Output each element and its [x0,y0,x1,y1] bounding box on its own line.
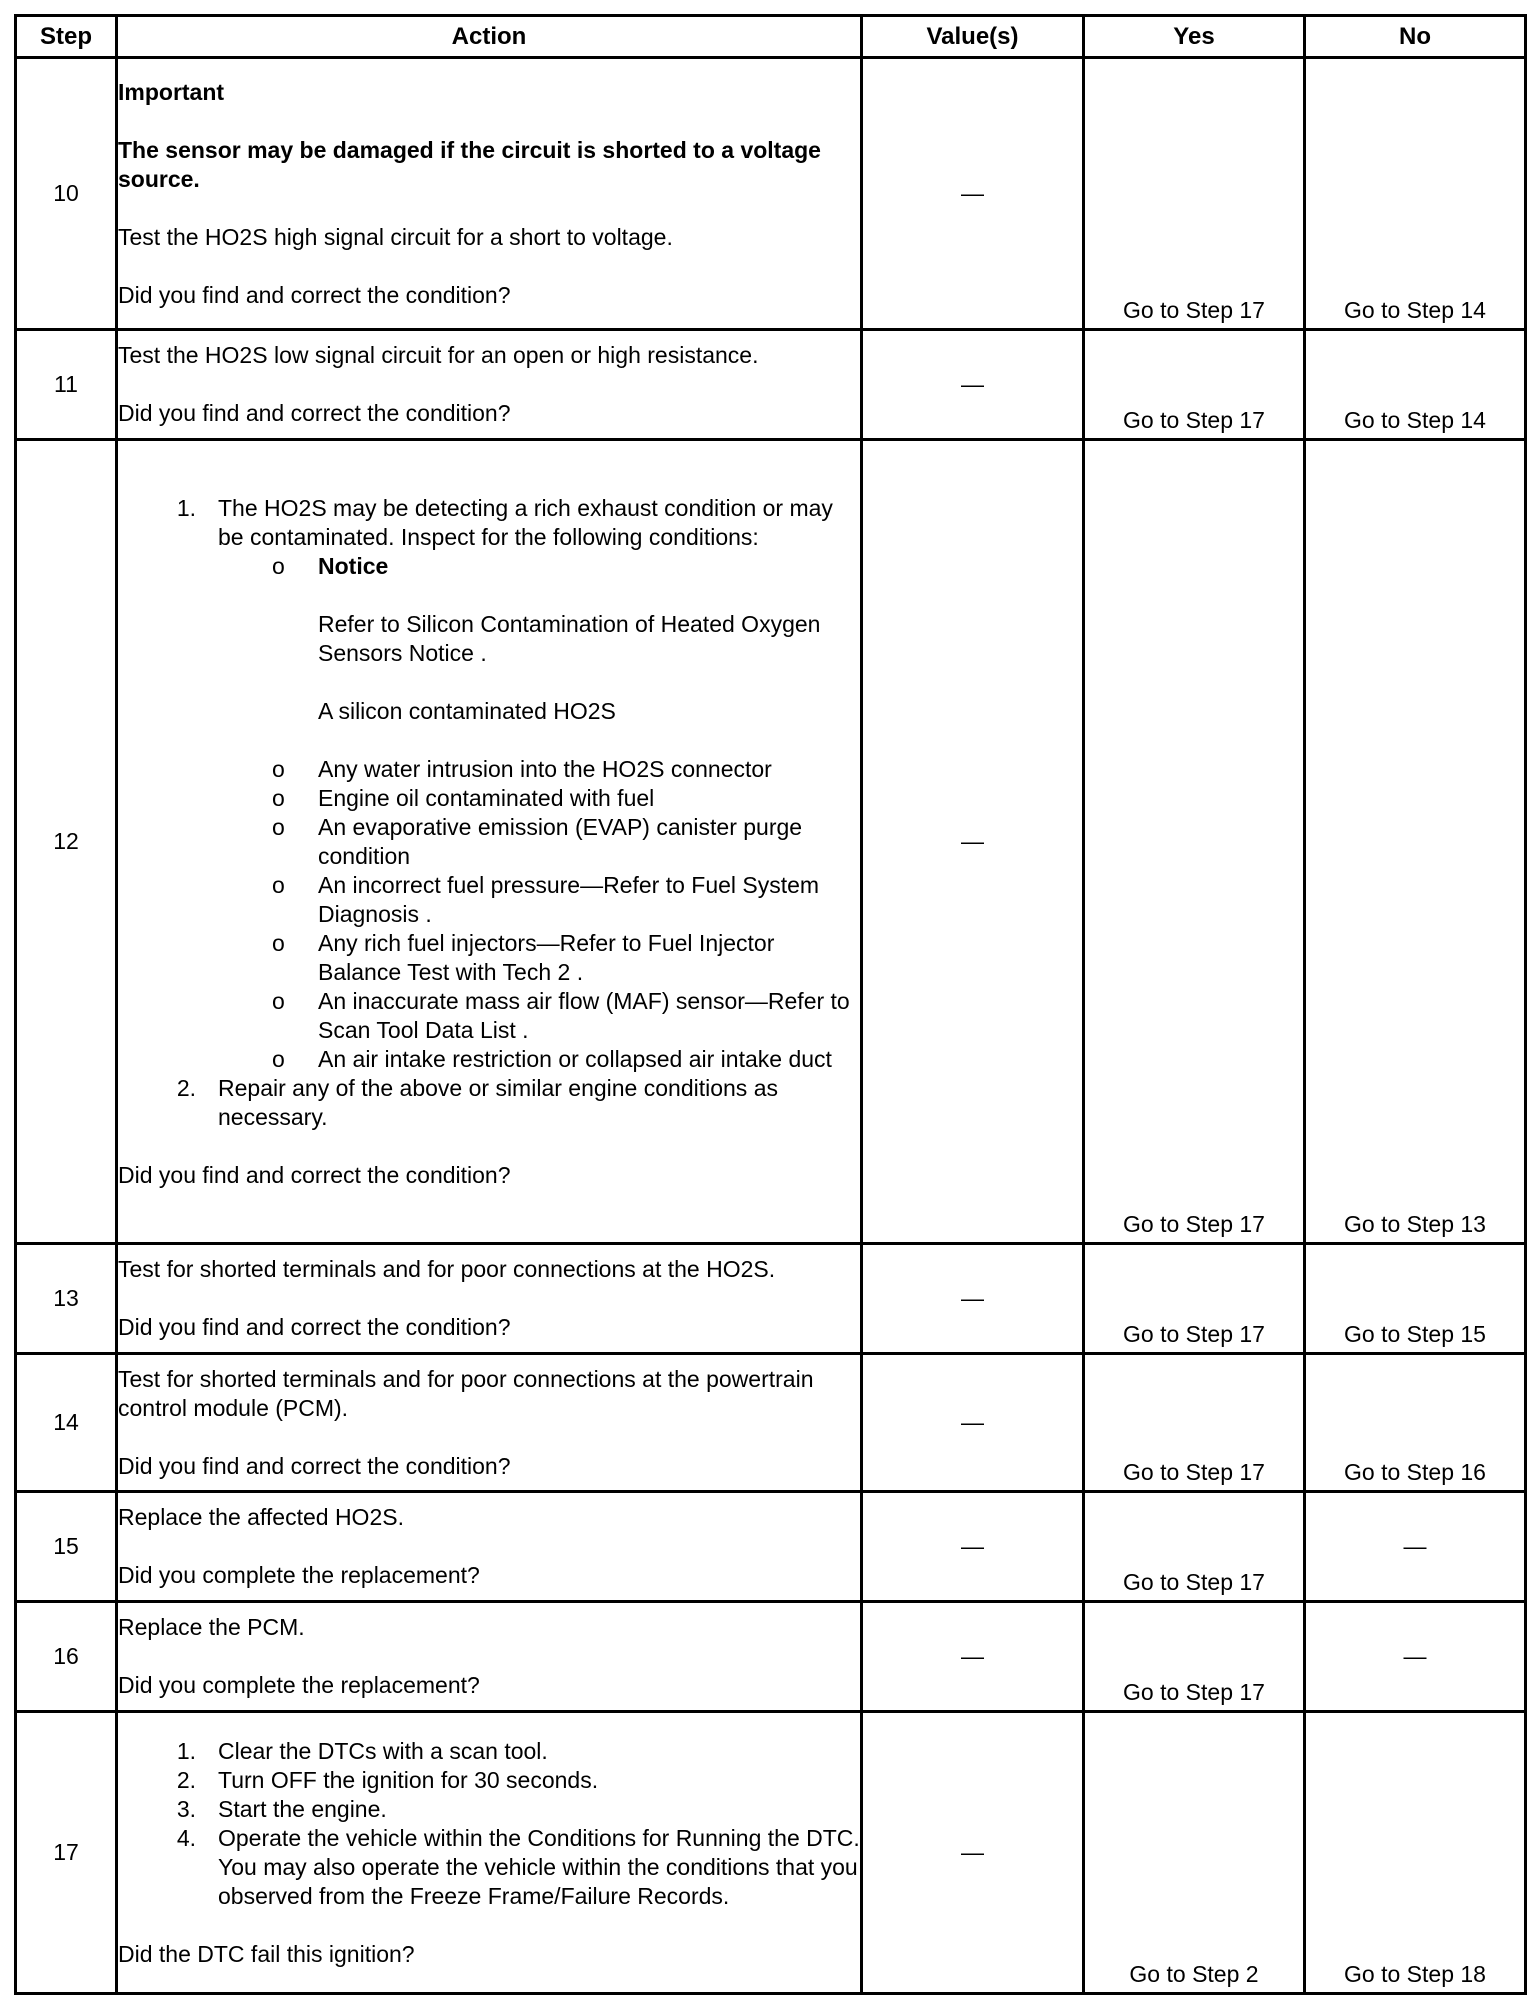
table-row-step-12 [16,440,1526,1244]
list-number: 2. [176,1074,196,1101]
list-item [118,1737,860,1766]
no-link[interactable]: Go to Step 13 [1344,1211,1486,1237]
step-number: 12 [16,440,117,1244]
yes-cell [1084,1602,1305,1712]
yes-cell [1084,1492,1305,1602]
list-text: Start the engine. [218,1795,387,1822]
instruction-text: Test the HO2S low signal circuit for an open or high resistance. [118,342,759,368]
list-item [118,1074,860,1132]
question-text: Did you find and correct the condition? [118,400,511,426]
no-cell [1305,1244,1526,1354]
value-cell: — [862,1492,1084,1602]
warning-text: The sensor may be damaged if the circuit is shorted to a voltage source. [118,136,821,192]
step-number: 14 [16,1354,117,1492]
value-cell: — [862,440,1084,1244]
table-row-step-13 [16,1244,1526,1354]
no-link[interactable]: Go to Step 14 [1344,297,1486,323]
list-text: Turn OFF the ignition for 30 seconds. [218,1766,599,1793]
numbered-list [118,494,860,552]
bullet-item [118,813,860,871]
notice-label: Notice [318,552,389,579]
action-cell [117,58,862,330]
value-cell: — [862,330,1084,440]
header-no: No [1305,16,1526,58]
list-text: The HO2S may be detecting a rich exhaust condition or may be contaminated. Inspect for the following conditions: [218,494,833,550]
instruction-text: Replace the PCM. [118,1614,305,1640]
bullet-icon: o [272,755,285,782]
list-item [118,494,860,552]
action-cell [117,330,862,440]
yes-link[interactable]: Go to Step 17 [1123,297,1265,323]
instruction-text: Test the HO2S high signal circuit for a short to voltage. [118,223,673,250]
yes-link[interactable]: Go to Step 17 [1123,1321,1265,1347]
bullet-text: An incorrect fuel pressure—Refer to Fuel System Diagnosis . [318,871,820,927]
step-number: 13 [16,1244,117,1354]
yes-cell [1084,1712,1305,1994]
no-link[interactable]: Go to Step 14 [1344,407,1486,433]
bullet-item-notice [118,552,860,755]
header-step: Step [16,16,117,58]
table-row-step-15 [16,1492,1526,1602]
bullet-item [118,871,860,929]
notice-item: A silicon contaminated HO2S [318,697,616,724]
bullet-text: Any water intrusion into the HO2S connector [318,755,772,782]
yes-cell [1084,58,1305,330]
instruction-text: Test for shorted terminals and for poor connections at the HO2S. [118,1256,776,1282]
bullet-text: Engine oil contaminated with fuel [318,784,655,811]
action-cell [117,1712,862,1994]
bullet-icon: o [272,1045,285,1072]
bullet-text: Any rich fuel injectors—Refer to Fuel Injector Balance Test with Tech 2 . [318,929,775,985]
value-cell: — [862,58,1084,330]
bullet-item [118,755,860,784]
list-number: 4. [176,1824,196,1851]
bullet-icon: o [272,784,285,811]
list-text: Operate the vehicle within the Conditions for Running the DTC. You may also operate the vehicle within the conditions that you observed from the Freeze Frame/Failure Records. [218,1824,860,1909]
instruction-text: Test for shorted terminals and for poor connections at the powertrain control module (PCM). [118,1365,814,1421]
no-cell: — [1305,1602,1526,1712]
bullet-item [118,987,860,1045]
question-text: Did you complete the replacement? [118,1672,480,1698]
numbered-list [118,1737,860,1911]
bullet-text: An air intake restriction or collapsed air intake duct [318,1045,832,1072]
list-number: 1. [176,494,196,521]
bullet-icon: o [272,871,285,898]
header-action: Action [117,16,862,58]
no-cell [1305,330,1526,440]
step-number: 10 [16,58,117,330]
step-number: 16 [16,1602,117,1712]
bullet-item [118,929,860,987]
bullet-text: An inaccurate mass air flow (MAF) sensor—Refer to Scan Tool Data List . [318,987,850,1043]
step-number: 11 [16,330,117,440]
action-cell [117,1492,862,1602]
list-item [118,1824,860,1911]
list-text: Clear the DTCs with a scan tool. [218,1737,548,1764]
list-number: 2. [176,1766,196,1793]
table-row-step-17 [16,1712,1526,1994]
action-cell [117,1602,862,1712]
action-cell [117,440,862,1244]
question-text: Did you find and correct the condition? [118,281,511,308]
list-text: Repair any of the above or similar engine conditions as necessary. [218,1074,778,1130]
bullet-item [118,784,860,813]
list-item [118,1766,860,1795]
numbered-list [118,1074,860,1132]
yes-cell [1084,330,1305,440]
question-text: Did you complete the replacement? [118,1562,480,1588]
header-yes: Yes [1084,16,1305,58]
no-cell [1305,1712,1526,1994]
important-label: Important [118,78,225,105]
question-text: Did you find and correct the condition? [118,1161,511,1188]
question-text: Did you find and correct the condition? [118,1314,511,1340]
no-cell [1305,1354,1526,1492]
diagnostic-table [14,14,1527,1995]
yes-link[interactable]: Go to Step 17 [1123,1569,1265,1595]
question-text: Did the DTC fail this ignition? [118,1940,415,1967]
notice-text: Refer to Silicon Contamination of Heated Oxygen Sensors Notice . [318,610,821,666]
bullet-list [118,552,860,1074]
no-cell [1305,58,1526,330]
step-number: 15 [16,1492,117,1602]
bullet-icon: o [272,552,285,579]
no-link[interactable]: Go to Step 18 [1344,1961,1486,1987]
bullet-icon: o [272,987,285,1014]
yes-link[interactable]: Go to Step 17 [1123,1679,1265,1705]
action-cell [117,1354,862,1492]
instruction-text: Replace the affected HO2S. [118,1504,404,1530]
yes-cell [1084,1244,1305,1354]
yes-link[interactable]: Go to Step 17 [1123,407,1265,433]
no-cell: — [1305,1492,1526,1602]
no-link[interactable]: Go to Step 16 [1344,1459,1486,1485]
bullet-item [118,1045,860,1074]
list-item [118,1795,860,1824]
bullet-text: An evaporative emission (EVAP) canister purge condition [318,813,803,869]
yes-cell [1084,440,1305,1244]
table-row-step-16 [16,1602,1526,1712]
yes-cell [1084,1354,1305,1492]
no-link[interactable]: Go to Step 15 [1344,1321,1486,1347]
value-cell: — [862,1244,1084,1354]
value-cell: — [862,1602,1084,1712]
yes-link[interactable]: Go to Step 2 [1129,1961,1259,1987]
bullet-icon: o [272,813,285,840]
value-cell: — [862,1712,1084,1994]
bullet-icon: o [272,929,285,956]
yes-link[interactable]: Go to Step 17 [1123,1211,1265,1237]
header-row [16,16,1526,58]
list-number: 3. [176,1795,196,1822]
no-cell [1305,440,1526,1244]
table-row-step-11 [16,330,1526,440]
step-number: 17 [16,1712,117,1994]
value-cell: — [862,1354,1084,1492]
table-row-step-14 [16,1354,1526,1492]
table-row-step-10 [16,58,1526,330]
action-cell [117,1244,862,1354]
question-text: Did you find and correct the condition? [118,1452,511,1479]
list-number: 1. [176,1737,196,1764]
yes-link[interactable]: Go to Step 17 [1123,1459,1265,1485]
header-values: Value(s) [862,16,1084,58]
